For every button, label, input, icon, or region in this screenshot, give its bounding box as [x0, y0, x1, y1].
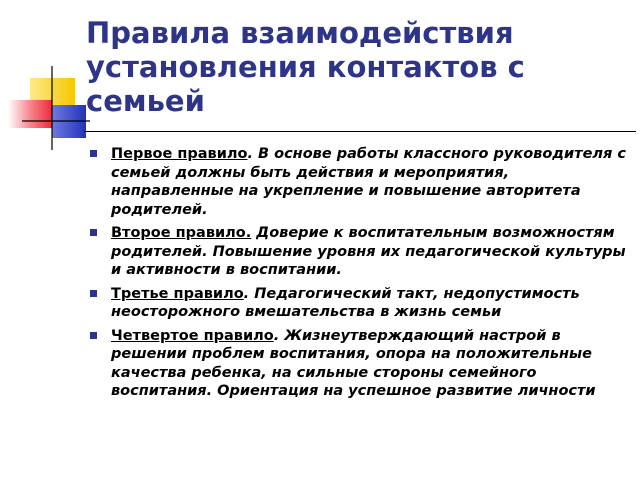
rule-text: . В основе работы классного руководителя с семьей должны быть действия и мероприятия, направленные на укрепление и повышение авторитета родителей. — [111, 146, 626, 218]
rule-text: . Жизнеутверждающий настрой в решении проблем воспитания, опора на положительные качества ребенка, на сильные стороны семейного воспитания. Ориентация на успешное развитие личности — [111, 327, 596, 399]
bullet-icon — [90, 229, 97, 236]
title-line-2: установления контактов с — [86, 50, 525, 84]
rule-name: Третье правило — [111, 285, 244, 302]
bullet-icon — [90, 332, 97, 339]
title-divider — [84, 131, 636, 132]
bullet-icon — [90, 150, 97, 157]
rule-text: Доверие к воспитательным возможностям родителей. Повышение уровня их педагогической культуры и активности в воспитании. — [111, 225, 626, 278]
rules-list — [88, 145, 628, 406]
rule-item-1 — [88, 145, 628, 219]
rule-item-3 — [88, 285, 628, 322]
rule-name: Второе правило. — [111, 225, 252, 241]
rule-item-2 — [88, 224, 628, 280]
rule-name: Первое правило — [111, 146, 248, 162]
bullet-icon — [90, 290, 97, 297]
title-line-1: Правила взаимодействия — [86, 16, 514, 50]
slide-title — [86, 16, 626, 118]
red-square — [8, 100, 52, 128]
rule-text: . Педагогический такт, недопустимость неосторожного вмешательства в жизнь семьи — [111, 285, 580, 320]
title-line-3: семьей — [86, 84, 205, 118]
rule-item-4 — [88, 327, 628, 401]
rule-name: Четвертое правило — [111, 327, 274, 344]
